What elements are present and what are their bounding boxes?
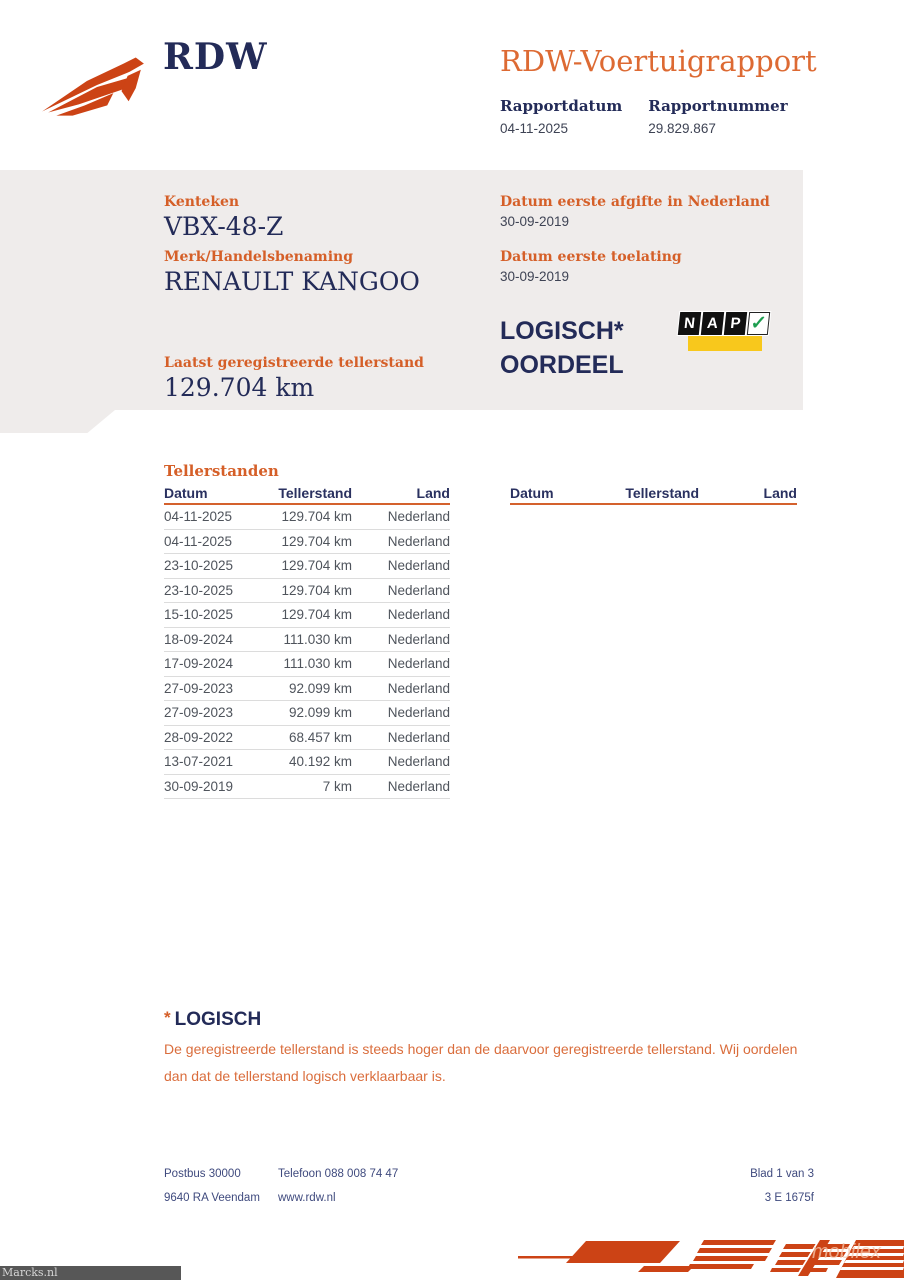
vehicle-summary-panel-tab	[0, 410, 115, 433]
table-row	[164, 677, 450, 702]
oordeel-value: LOGISCH*	[500, 317, 624, 345]
merk-value: RENAULT KANGOO	[164, 267, 420, 296]
cell-land: Nederland	[387, 778, 450, 794]
cell-tellerstand: 7 km	[322, 778, 352, 794]
tellerstanden-table-body	[164, 505, 450, 799]
nap-letter-p: P	[724, 312, 747, 335]
footer-phone: Telefoon 088 008 74 47	[278, 1168, 399, 1180]
cell-land: Nederland	[387, 680, 450, 696]
cell-land: Nederland	[387, 533, 450, 549]
column-header-land: Land	[416, 485, 450, 501]
cell-tellerstand: 111.030 km	[283, 656, 352, 672]
nap-checkmark-icon: ✓	[747, 312, 770, 335]
laatste-tellerstand-label: Laatst geregistreerde tellerstand	[164, 355, 424, 371]
nap-logo	[678, 311, 768, 355]
table-row	[164, 652, 450, 677]
cell-tellerstand: 40.192 km	[288, 754, 352, 770]
logisch-heading-text: LOGISCH	[174, 1009, 262, 1030]
footer-line-2	[164, 1192, 336, 1204]
toelating-value: 30-09-2019	[500, 269, 570, 284]
tellerstanden-table-header	[164, 487, 450, 505]
cell-tellerstand: 129.704 km	[281, 533, 352, 549]
cell-datum: 23-10-2025	[164, 582, 234, 598]
laatste-tellerstand-value: 129.704 km	[164, 373, 315, 402]
table-row	[164, 554, 450, 579]
nap-letter-n: N	[678, 312, 701, 335]
column-header-tellerstand: Tellerstand	[625, 485, 699, 501]
cell-tellerstand: 129.704 km	[281, 582, 352, 598]
page-title: RDW-Voertuigrapport	[500, 44, 817, 78]
cell-land: Nederland	[387, 729, 450, 745]
report-meta	[500, 97, 788, 136]
cell-datum: 18-09-2024	[164, 631, 234, 647]
table-row	[164, 775, 450, 800]
footer-website-link[interactable]: www.rdw.nl	[278, 1192, 336, 1204]
merk-label: Merk/Handelsbenaming	[164, 249, 354, 265]
cell-datum: 15-10-2025	[164, 607, 234, 623]
cell-datum: 17-09-2024	[164, 656, 234, 672]
nap-letter-a: A	[701, 312, 724, 335]
cell-tellerstand: 129.704 km	[281, 509, 352, 525]
table-row	[164, 701, 450, 726]
afgifte-value: 30-09-2019	[500, 214, 570, 229]
cell-land: Nederland	[387, 631, 450, 647]
mobilex-watermark-text: mobilex	[812, 1241, 881, 1263]
column-header-datum: Datum	[510, 485, 554, 501]
cell-datum: 13-07-2021	[164, 754, 234, 770]
cell-land: Nederland	[387, 558, 450, 574]
logisch-explanation: De geregistreerde tellerstand is steeds hoger dan de daarvoor geregistreerde tellerstand. Wij oordelen dan dat de tellerstand logisch verklaarbaar is.	[164, 1041, 798, 1084]
table-row	[164, 505, 450, 530]
tellerstanden-section-title: Tellerstanden	[164, 462, 279, 480]
cell-land: Nederland	[387, 754, 450, 770]
footer-page-indicator: Blad 1 van 3	[750, 1168, 814, 1180]
table-row	[164, 603, 450, 628]
table-row	[164, 530, 450, 555]
cell-tellerstand: 92.099 km	[288, 680, 352, 696]
cell-land: Nederland	[387, 607, 450, 623]
cell-tellerstand: 111.030 km	[283, 631, 352, 647]
tellerstanden-table2-header	[510, 487, 797, 505]
cell-land: Nederland	[387, 509, 450, 525]
cell-datum: 23-10-2025	[164, 558, 234, 574]
column-header-tellerstand: Tellerstand	[278, 485, 352, 501]
footer-postbus: Postbus 30000	[164, 1168, 241, 1180]
column-header-land: Land	[763, 485, 797, 501]
table-row	[164, 628, 450, 653]
cell-datum: 04-11-2025	[164, 533, 233, 549]
report-number-value: 29.829.867	[648, 121, 716, 136]
tellerstanden-table	[164, 487, 450, 799]
column-header-datum: Datum	[164, 485, 208, 501]
oordeel-label: OORDEEL	[500, 351, 624, 379]
table-row	[164, 750, 450, 775]
cell-datum: 27-09-2023	[164, 705, 234, 721]
afgifte-label: Datum eerste afgifte in Nederland	[500, 194, 770, 210]
marcks-watermark-bar: Marcks.nl	[0, 1266, 181, 1280]
cell-land: Nederland	[387, 582, 450, 598]
nap-logo-tiles	[677, 311, 772, 336]
cell-tellerstand: 129.704 km	[281, 558, 352, 574]
mobilex-stripes-logo	[518, 1236, 904, 1280]
report-date-label: Rapportdatum	[500, 97, 623, 115]
cell-datum: 04-11-2025	[164, 509, 233, 525]
report-number-label: Rapportnummer	[648, 97, 788, 115]
kenteken-value: VBX-48-Z	[164, 212, 284, 241]
report-date-value: 04-11-2025	[500, 121, 569, 136]
logisch-heading	[164, 1008, 261, 1031]
footer-city: 9640 RA Veendam	[164, 1192, 260, 1204]
table-row	[164, 579, 450, 604]
kenteken-label: Kenteken	[164, 194, 240, 210]
report-date-block	[500, 97, 622, 136]
cell-datum: 28-09-2022	[164, 729, 234, 745]
cell-tellerstand: 68.457 km	[288, 729, 352, 745]
cell-tellerstand: 92.099 km	[288, 705, 352, 721]
cell-land: Nederland	[387, 705, 450, 721]
report-number-block	[648, 97, 787, 136]
asterisk-mark: *	[164, 1008, 171, 1027]
toelating-label: Datum eerste toelating	[500, 249, 682, 265]
rdw-logo-text: RDW	[163, 36, 268, 78]
tellerstanden-table-empty	[510, 487, 797, 505]
table-row	[164, 726, 450, 751]
cell-datum: 27-09-2023	[164, 680, 234, 696]
oordeel-block	[500, 314, 624, 382]
cell-datum: 30-09-2019	[164, 778, 234, 794]
footer-doc-code: 3 E 1675f	[764, 1192, 814, 1204]
rdw-wing-logo-icon	[38, 48, 150, 120]
footer-line-1	[164, 1168, 399, 1180]
cell-land: Nederland	[387, 656, 450, 672]
cell-tellerstand: 129.704 km	[281, 607, 352, 623]
